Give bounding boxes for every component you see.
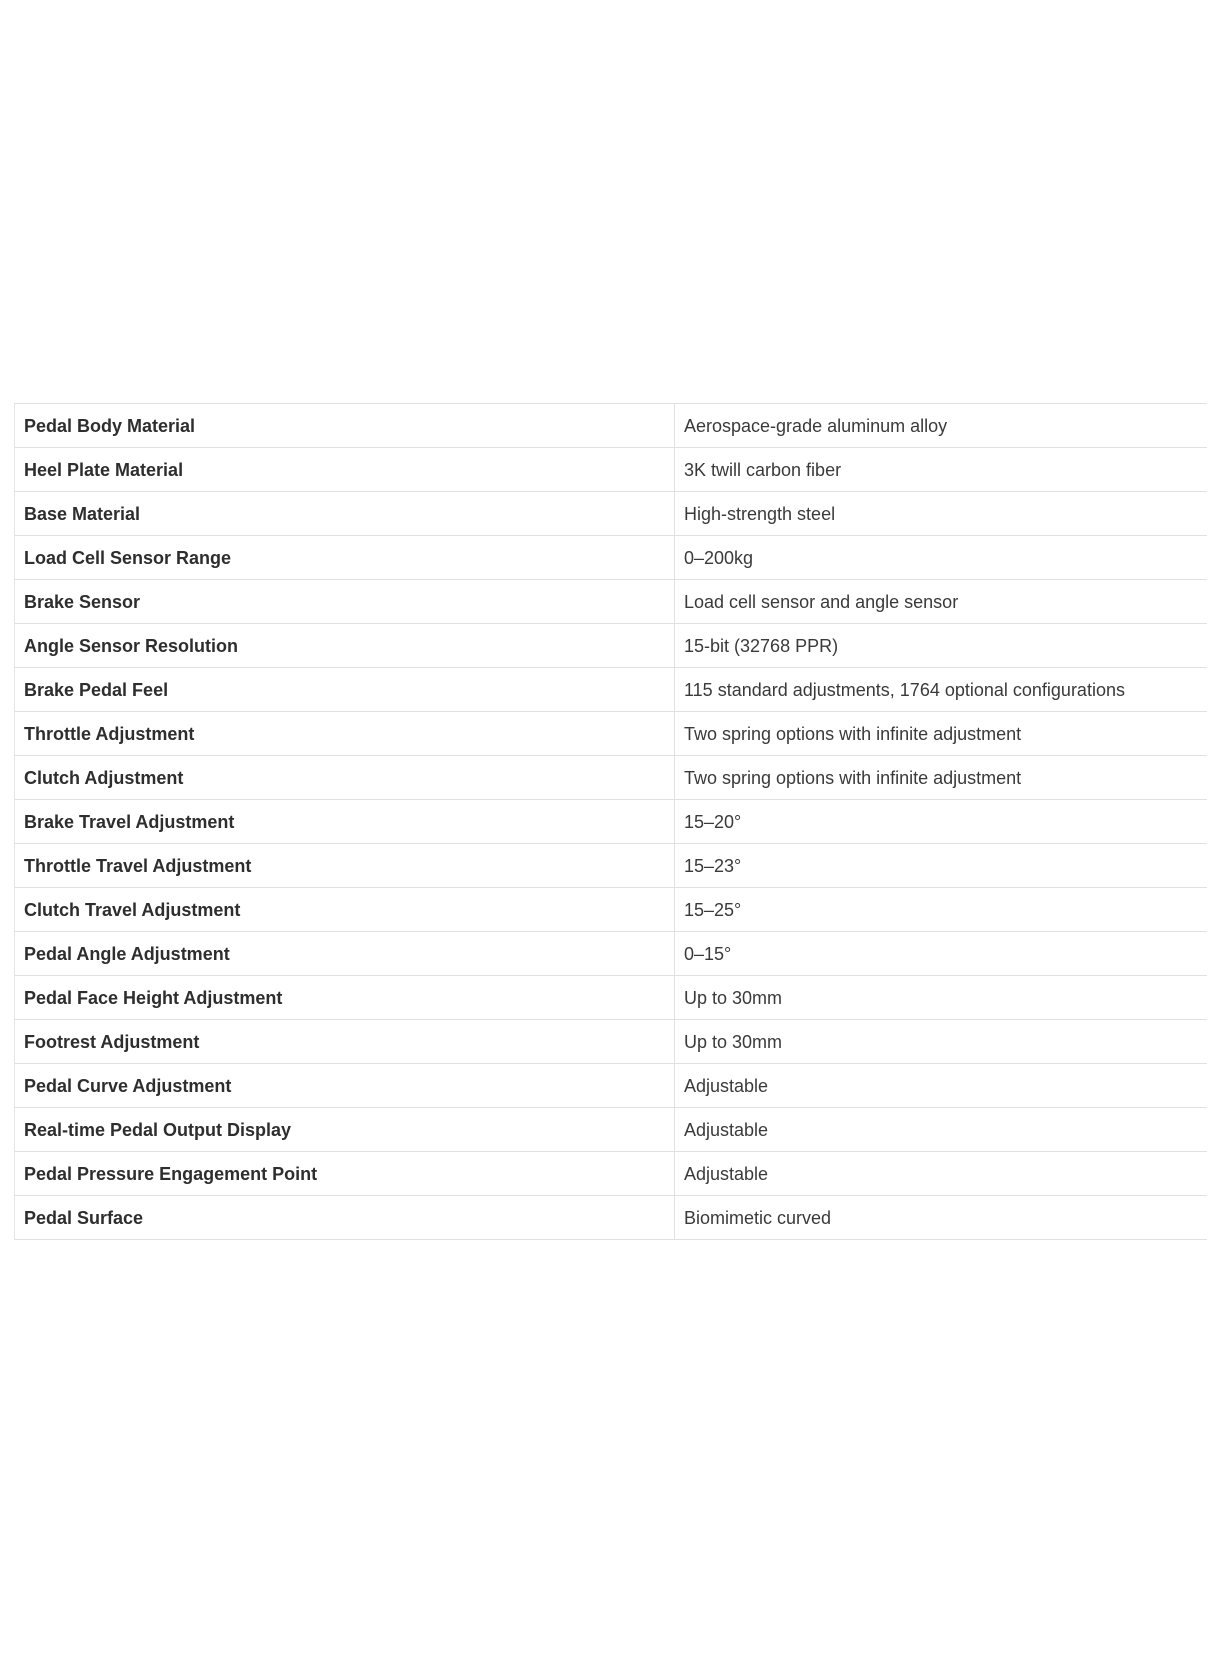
spec-value: Adjustable — [675, 1064, 1207, 1108]
spec-value: Adjustable — [675, 1152, 1207, 1196]
table-row — [15, 404, 1207, 448]
spec-label: Clutch Adjustment — [15, 756, 675, 800]
spec-label: Angle Sensor Resolution — [15, 624, 675, 668]
spec-label: Pedal Curve Adjustment — [15, 1064, 675, 1108]
spec-value: Up to 30mm — [675, 1020, 1207, 1064]
table-row — [15, 844, 1207, 888]
spec-value: Adjustable — [675, 1108, 1207, 1152]
table-row — [15, 1152, 1207, 1196]
table-row — [15, 492, 1207, 536]
spec-label: Pedal Pressure Engagement Point — [15, 1152, 675, 1196]
spec-value: Up to 30mm — [675, 976, 1207, 1020]
spec-value: Aerospace-grade aluminum alloy — [675, 404, 1207, 448]
spec-table — [14, 403, 1207, 1240]
spec-value: 115 standard adjustments, 1764 optional configurations — [675, 668, 1207, 712]
table-row — [15, 1020, 1207, 1064]
table-row — [15, 580, 1207, 624]
spec-label: Throttle Travel Adjustment — [15, 844, 675, 888]
table-row — [15, 624, 1207, 668]
table-row — [15, 1064, 1207, 1108]
spec-table-body — [15, 404, 1207, 1240]
spec-value: Load cell sensor and angle sensor — [675, 580, 1207, 624]
table-row — [15, 536, 1207, 580]
table-row — [15, 932, 1207, 976]
spec-label: Real-time Pedal Output Display — [15, 1108, 675, 1152]
table-row — [15, 712, 1207, 756]
spec-value: Two spring options with infinite adjustment — [675, 712, 1207, 756]
table-row — [15, 756, 1207, 800]
spec-label: Footrest Adjustment — [15, 1020, 675, 1064]
spec-label: Pedal Face Height Adjustment — [15, 976, 675, 1020]
spec-label: Load Cell Sensor Range — [15, 536, 675, 580]
table-row — [15, 800, 1207, 844]
table-row — [15, 888, 1207, 932]
spec-label: Base Material — [15, 492, 675, 536]
table-row — [15, 1108, 1207, 1152]
spec-value: 15–20° — [675, 800, 1207, 844]
spec-label: Pedal Angle Adjustment — [15, 932, 675, 976]
spec-value: High-strength steel — [675, 492, 1207, 536]
table-row — [15, 1196, 1207, 1240]
spec-label: Brake Travel Adjustment — [15, 800, 675, 844]
spec-label: Brake Sensor — [15, 580, 675, 624]
spec-label: Brake Pedal Feel — [15, 668, 675, 712]
spec-value: 15–23° — [675, 844, 1207, 888]
table-row — [15, 668, 1207, 712]
spec-value: 0–200kg — [675, 536, 1207, 580]
spec-label: Heel Plate Material — [15, 448, 675, 492]
table-row — [15, 448, 1207, 492]
spec-label: Pedal Surface — [15, 1196, 675, 1240]
spec-value: 0–15° — [675, 932, 1207, 976]
spec-value: Biomimetic curved — [675, 1196, 1207, 1240]
spec-label: Throttle Adjustment — [15, 712, 675, 756]
spec-value: 3K twill carbon fiber — [675, 448, 1207, 492]
spec-value: Two spring options with infinite adjustment — [675, 756, 1207, 800]
spec-label: Pedal Body Material — [15, 404, 675, 448]
table-row — [15, 976, 1207, 1020]
spec-value: 15–25° — [675, 888, 1207, 932]
spec-value: 15-bit (32768 PPR) — [675, 624, 1207, 668]
spec-label: Clutch Travel Adjustment — [15, 888, 675, 932]
